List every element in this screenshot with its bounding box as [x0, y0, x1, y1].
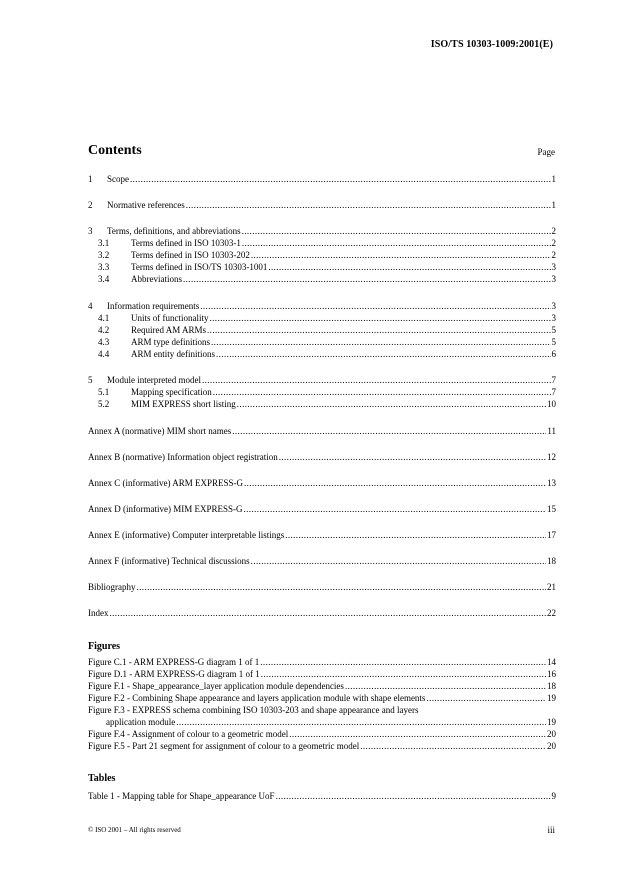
figure-title: Figure F.4 - Assignment of colour to a geometric model: [88, 729, 289, 739]
toc-entry[interactable]: [98, 337, 556, 348]
toc-page: 3: [551, 274, 556, 284]
toc-title: Annex E (informative) Computer interpretable listings: [88, 530, 285, 540]
leader-dots: [242, 238, 551, 249]
toc-page: 1: [551, 174, 556, 184]
toc-title: Information requirements: [107, 301, 200, 311]
document-id: ISO/TS 10303-1009:2001(E): [430, 39, 553, 50]
leader-dots: [137, 582, 547, 593]
figure-entry[interactable]: [88, 681, 556, 692]
figure-entry[interactable]: [88, 741, 556, 752]
leader-dots: [360, 741, 546, 752]
table-page: 9: [551, 791, 556, 801]
toc-entry-annex[interactable]: [88, 452, 556, 463]
leader-dots: [289, 729, 546, 740]
figures-heading: Figures: [88, 641, 121, 652]
toc-number: 4: [88, 301, 93, 311]
figure-title: Figure F.5 - Part 21 segment for assignment of colour to a geometric model: [88, 741, 360, 751]
toc-title: Annex C (informative) ARM EXPRESS-G: [88, 478, 243, 488]
toc-title: Mapping specification: [131, 387, 212, 397]
toc-page: 17: [547, 530, 556, 540]
toc-title: Normative references: [107, 200, 185, 210]
leader-dots: [276, 791, 551, 802]
copyright-notice: © ISO 2001 – All rights reserved: [88, 826, 181, 834]
toc-page: 6: [551, 349, 556, 359]
leader-dots: [200, 301, 550, 312]
toc-number: 1: [88, 174, 93, 184]
toc-entry-annex[interactable]: [88, 530, 556, 541]
toc-page: 2: [551, 250, 556, 260]
leader-dots: [183, 274, 551, 285]
toc-page: 3: [551, 262, 556, 272]
toc-title: Annex F (informative) Technical discussions: [88, 556, 250, 566]
toc-title: Terms, definitions, and abbreviations: [107, 226, 241, 236]
figure-page: 14: [547, 657, 556, 667]
toc-entry[interactable]: [98, 250, 556, 261]
toc-page: 2: [551, 226, 556, 236]
toc-page: 3: [551, 313, 556, 323]
toc-title: Terms defined in ISO 10303-1: [131, 238, 241, 248]
toc-entry-annex[interactable]: [88, 556, 556, 567]
toc-page: 5: [551, 337, 556, 347]
toc-number: 5.2: [98, 399, 110, 409]
toc-number: 3.1: [98, 238, 110, 248]
toc-entry[interactable]: [98, 238, 556, 249]
figure-title: Figure C.1 - ARM EXPRESS-G diagram 1 of 1: [88, 657, 260, 667]
toc-page: 22: [547, 608, 556, 618]
toc-title: ARM entity definitions: [131, 349, 215, 359]
leader-dots: [110, 608, 547, 619]
toc-entry[interactable]: [88, 301, 556, 312]
toc-title: Annex B (normative) Information object registration: [88, 452, 278, 462]
toc-number: 3.3: [98, 262, 110, 272]
toc-page: 10: [547, 399, 556, 409]
toc-entry[interactable]: [88, 226, 556, 237]
toc-number: 4.2: [98, 325, 110, 335]
contents-title: Contents: [88, 143, 142, 158]
figure-title: Figure F.2 - Combining Shape appearance and layers application module with shape elements: [88, 693, 426, 703]
leader-dots: [244, 478, 546, 489]
leader-dots: [261, 669, 546, 680]
toc-entry[interactable]: [98, 313, 556, 324]
toc-entry[interactable]: [98, 349, 556, 360]
leader-dots: [251, 250, 551, 261]
leader-dots: [186, 200, 551, 211]
leader-dots: [260, 657, 546, 668]
figure-page: 16: [547, 669, 556, 679]
page-number: iii: [547, 825, 555, 835]
toc-page: 5: [551, 325, 556, 335]
toc-title: Abbreviations: [131, 274, 182, 284]
figure-entry-line2[interactable]: [106, 717, 556, 728]
toc-entry-annex[interactable]: [88, 504, 556, 515]
toc-entry-annex[interactable]: [88, 478, 556, 489]
figure-page: 20: [547, 729, 556, 739]
toc-title: Index: [88, 608, 109, 618]
leader-dots: [268, 262, 550, 273]
figure-title: Figure D.1 - ARM EXPRESS-G diagram 1 of 1: [88, 669, 260, 679]
tables-heading: Tables: [88, 773, 116, 784]
leader-dots: [176, 717, 546, 728]
figure-entry[interactable]: [88, 657, 556, 668]
toc-page: 11: [547, 426, 556, 436]
toc-number: 4.1: [98, 313, 110, 323]
leader-dots: [216, 349, 551, 360]
toc-page: 21: [547, 582, 556, 592]
toc-title: Required AM ARMs: [131, 325, 207, 335]
toc-page: 13: [547, 478, 556, 488]
figure-page: 18: [547, 681, 556, 691]
figure-entry[interactable]: [88, 693, 556, 704]
figure-page: 19: [547, 717, 556, 727]
figure-page: 20: [547, 741, 556, 751]
toc-page: 15: [547, 504, 556, 514]
page-column-label: Page: [537, 147, 555, 157]
toc-title: ARM type definitions: [131, 337, 210, 347]
toc-number: 4.4: [98, 349, 110, 359]
toc-entry[interactable]: [98, 262, 556, 273]
toc-title: Annex D (informative) MIM EXPRESS-G: [88, 504, 243, 514]
figure-title-continued: application module: [106, 717, 176, 727]
leader-dots: [426, 693, 546, 704]
toc-title: Units of functionality: [131, 313, 209, 323]
leader-dots: [207, 325, 550, 336]
toc-page: 2: [551, 238, 556, 248]
toc-number: 3: [88, 226, 93, 236]
toc-title: Annex A (normative) MIM short names: [88, 426, 232, 436]
figure-page: 19: [547, 693, 556, 703]
toc-page: 12: [547, 452, 556, 462]
toc-entry-bibliography[interactable]: [88, 582, 556, 593]
toc-number: 5: [88, 375, 93, 385]
leader-dots: [237, 399, 546, 410]
figure-title: Figure F.3 - EXPRESS schema combining ISO 10303-203 and shape appearance and layers: [88, 705, 419, 715]
leader-dots: [244, 504, 547, 515]
leader-dots: [202, 375, 551, 386]
toc-entry[interactable]: [88, 200, 556, 211]
toc-title: MIM EXPRESS short listing: [131, 399, 236, 409]
toc-title: Bibliography: [88, 582, 136, 592]
table-title: Table 1 - Mapping table for Shape_appearance UoF: [88, 791, 275, 801]
leader-dots: [279, 452, 546, 463]
toc-title: Module interpreted model: [107, 375, 201, 385]
figure-title: Figure F.1 - Shape_appearance_layer application module dependencies: [88, 681, 344, 691]
toc-number: 3.2: [98, 250, 110, 260]
leader-dots: [130, 174, 551, 185]
leader-dots: [213, 387, 551, 398]
toc-page: 1: [551, 200, 556, 210]
toc-title: Scope: [107, 174, 129, 184]
toc-page: 7: [551, 375, 556, 385]
figure-entry[interactable]: [88, 729, 556, 740]
toc-title: Terms defined in ISO/TS 10303-1001: [131, 262, 268, 272]
toc-entry[interactable]: [98, 387, 556, 398]
toc-entry[interactable]: [88, 375, 556, 386]
leader-dots: [242, 226, 551, 237]
toc-number: 5.1: [98, 387, 110, 397]
leader-dots: [251, 556, 546, 567]
toc-page: 7: [551, 387, 556, 397]
table-entry[interactable]: [88, 791, 556, 802]
toc-entry[interactable]: [98, 325, 556, 336]
toc-page: 3: [551, 301, 556, 311]
figure-entry[interactable]: [88, 669, 556, 680]
toc-number: 2: [88, 200, 93, 210]
leader-dots: [211, 337, 551, 348]
toc-number: 3.4: [98, 274, 110, 284]
toc-page: 18: [547, 556, 556, 566]
figure-entry-line1[interactable]: [88, 705, 556, 716]
leader-dots: [210, 313, 551, 324]
toc-entry[interactable]: [88, 174, 556, 185]
leader-dots: [285, 530, 546, 541]
toc-entry-annex[interactable]: [88, 426, 556, 437]
toc-number: 4.3: [98, 337, 110, 347]
toc-title: Terms defined in ISO 10303-202: [131, 250, 250, 260]
toc-entry[interactable]: [98, 399, 556, 410]
leader-dots: [232, 426, 546, 437]
leader-dots: [345, 681, 546, 692]
toc-entry[interactable]: [98, 274, 556, 285]
toc-entry-index[interactable]: [88, 608, 556, 619]
